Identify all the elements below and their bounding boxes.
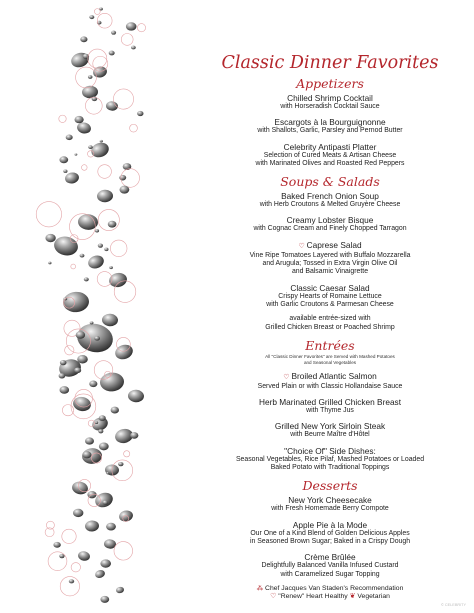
pearl-bubble bbox=[62, 291, 89, 313]
pearl-bubble bbox=[115, 586, 124, 594]
pink-ring-bubble bbox=[59, 115, 66, 122]
small-pearl-bubble bbox=[100, 559, 111, 567]
pearl-bubble bbox=[97, 189, 114, 203]
menu-item-name bbox=[206, 240, 454, 252]
small-pearl-bubble bbox=[83, 451, 92, 458]
menu-item bbox=[206, 117, 454, 135]
small-pearl-bubble bbox=[120, 186, 130, 194]
menu-item-description: available entrée-sized with bbox=[289, 315, 371, 323]
pink-ring-bubble bbox=[97, 13, 112, 28]
small-pearl-bubble bbox=[131, 46, 136, 50]
small-pearl-bubble bbox=[111, 407, 119, 414]
small-pearl-bubble bbox=[95, 229, 99, 232]
menu-item-name bbox=[206, 93, 454, 103]
menu-item-name bbox=[206, 371, 454, 383]
menu-item-name-text: Apple Pie à la Mode bbox=[292, 519, 368, 530]
menu-item-description: Delightfully Balanced Vanilla Infused Custard bbox=[261, 562, 399, 570]
pink-ring-bubble bbox=[60, 577, 79, 596]
section-title: Entrées bbox=[305, 337, 355, 353]
chef-hat-icon: ⁂ bbox=[256, 584, 264, 592]
menu-item-description: with Shallots, Garlic, Parsley and Pernod Butter bbox=[257, 127, 403, 135]
menu-item-name bbox=[206, 117, 454, 127]
small-pearl-bubble bbox=[106, 523, 116, 531]
small-pearl-bubble bbox=[111, 31, 116, 35]
small-pearl-bubble bbox=[89, 381, 97, 388]
menu-item-description: Served Plain or with Classic Hollandaise Sauce bbox=[257, 382, 403, 390]
menu-item-description: with Herb Croutons & Melted Gruyère Cheese bbox=[259, 201, 401, 209]
small-pearl-bubble bbox=[75, 116, 84, 123]
pearl-bubble bbox=[102, 313, 119, 327]
menu-item-name-text: Creamy Lobster Bisque bbox=[286, 215, 374, 226]
menu-item-name bbox=[206, 191, 454, 201]
menu-item-description: Baked Potato with Traditional Toppings bbox=[270, 464, 390, 472]
small-pearl-bubble bbox=[95, 421, 98, 424]
menu-item-name-text: Caprese Salad bbox=[306, 239, 362, 250]
menu-item-name bbox=[206, 397, 454, 407]
pink-ring-bubble bbox=[76, 67, 97, 88]
small-pearl-bubble bbox=[88, 75, 93, 79]
small-pearl-bubble bbox=[109, 51, 115, 56]
menu-item-description: with Beurre Maître d'Hôtel bbox=[290, 431, 370, 439]
menu-item bbox=[206, 315, 454, 332]
section-note-line: and Seasonal Vegetables bbox=[303, 359, 357, 365]
pink-ring-bubble bbox=[65, 346, 74, 355]
menu-item-description: Our One of a Kind Blend of Golden Delicious Apples bbox=[250, 529, 410, 537]
pink-ring-bubble bbox=[36, 202, 61, 227]
small-pearl-bubble bbox=[88, 145, 93, 149]
pink-ring-bubble bbox=[48, 552, 67, 571]
menu-item-name bbox=[206, 495, 454, 505]
pink-ring-bubble bbox=[124, 451, 130, 457]
small-pearl-bubble bbox=[90, 321, 94, 324]
menu-item-name-text: Crème Brûlée bbox=[304, 552, 356, 563]
small-pearl-bubble bbox=[76, 331, 85, 339]
menu-sections bbox=[206, 76, 454, 579]
pearl-bubble bbox=[93, 490, 115, 509]
pearl-bubble bbox=[99, 372, 124, 392]
small-pearl-bubble bbox=[89, 15, 94, 19]
small-pearl-bubble bbox=[137, 111, 143, 116]
menu-item-name-text: Escargots à la Bourguignonne bbox=[274, 117, 386, 128]
small-pearl-bubble bbox=[85, 437, 94, 444]
small-pearl-bubble bbox=[80, 36, 87, 42]
heart-icon: ♡ bbox=[283, 373, 292, 381]
menu-item bbox=[206, 215, 454, 233]
small-pearl-bubble bbox=[106, 472, 109, 474]
section-title: Soups & Salads bbox=[280, 174, 380, 190]
menu-item-description: and Arugula; Tossed in Extra Virgin Olive Oil bbox=[262, 260, 398, 268]
small-pearl-bubble bbox=[77, 355, 88, 363]
section-title: Desserts bbox=[302, 478, 358, 494]
menu-item-description: with Caramelized Sugar Topping bbox=[280, 570, 380, 578]
menu-item-name-text: Classic Caesar Salad bbox=[290, 282, 370, 293]
small-pearl-bubble bbox=[118, 462, 123, 466]
menu-item-description: with Horseradish Cocktail Sauce bbox=[280, 103, 380, 110]
menu-item-name bbox=[206, 215, 454, 225]
legend-chef-text: Chef Jacques Van Staden's Recommendation bbox=[265, 584, 404, 592]
menu-section bbox=[206, 76, 454, 168]
small-pearl-bubble bbox=[99, 443, 109, 451]
menu-item-description: Vine Ripe Tomatoes Layered with Buffalo Mozzarella bbox=[249, 251, 411, 259]
menu-item-name bbox=[206, 520, 454, 530]
small-pearl-bubble bbox=[94, 336, 100, 341]
menu-item bbox=[206, 552, 454, 579]
pearl-bubble bbox=[94, 569, 106, 580]
small-pearl-bubble bbox=[109, 266, 113, 269]
small-pearl-bubble bbox=[59, 156, 68, 163]
menu-item bbox=[206, 142, 454, 169]
pearl-bubble bbox=[108, 271, 129, 288]
small-pearl-bubble bbox=[98, 429, 103, 433]
menu-item bbox=[206, 446, 454, 473]
menu-item-description: in Seasoned Brown Sugar; Baked in a Crispy Dough bbox=[249, 537, 411, 545]
dinner-menu bbox=[206, 52, 454, 602]
small-pearl-bubble bbox=[53, 542, 60, 548]
pink-ring-bubble bbox=[137, 24, 145, 32]
pink-ring-bubble bbox=[114, 542, 133, 561]
menu-item-name bbox=[206, 446, 454, 456]
small-pearl-bubble bbox=[108, 221, 117, 228]
pink-ring-bubble bbox=[62, 529, 76, 543]
menu-item-name bbox=[206, 552, 454, 562]
heart-icon: ♡ bbox=[298, 242, 307, 250]
pearl-bubble bbox=[118, 509, 134, 523]
bubble-decoration bbox=[0, 0, 200, 613]
pink-ring-bubble bbox=[88, 49, 107, 68]
pink-ring-bubble bbox=[114, 281, 136, 303]
small-pearl-bubble bbox=[100, 140, 103, 143]
heart-icon: ♡ bbox=[270, 593, 277, 601]
menu-item-description: Grilled Chicken Breast or Poached Shrimp bbox=[265, 323, 395, 331]
menu-item-name bbox=[206, 283, 454, 293]
menu-item-description: with Garlic Croutons & Parmesan Cheese bbox=[266, 300, 394, 308]
section-note-line: All "Classic Dinner Favorites" are Served with Mashed Potatoes bbox=[265, 353, 395, 359]
menu-item-name-text: Celebrity Antipasti Platter bbox=[283, 141, 377, 152]
pink-ring-bubble bbox=[71, 563, 80, 572]
legend-diet-line bbox=[206, 593, 454, 602]
menu-legend bbox=[206, 585, 454, 602]
menu-section bbox=[206, 338, 454, 472]
small-pearl-bubble bbox=[66, 135, 73, 141]
pearl-bubble bbox=[128, 389, 145, 403]
pink-ring-bubble bbox=[71, 264, 76, 269]
menu-item-name-text: "Choice Of" Side Dishes: bbox=[284, 445, 376, 456]
pink-ring-bubble bbox=[113, 89, 133, 109]
pearl-bubble bbox=[69, 50, 91, 69]
leaf-icon: ❦ bbox=[349, 593, 356, 601]
menu-item-name-text: Chilled Shrimp Cocktail bbox=[287, 93, 373, 103]
menu-section bbox=[206, 174, 454, 332]
small-pearl-bubble bbox=[69, 579, 74, 583]
menu-item bbox=[206, 421, 454, 439]
menu-item-description: Seasonal Vegetables, Rice Pilaf, Mashed Potatoes or Loaded bbox=[235, 455, 425, 463]
small-pearl-bubble bbox=[60, 360, 67, 365]
pink-ring-bubble bbox=[98, 209, 119, 230]
menu-item bbox=[206, 240, 454, 277]
watermark: © CELEBRITY bbox=[441, 603, 466, 607]
menu-item-description: and Balsamic Vinaigrette bbox=[291, 268, 369, 276]
menu-item-name-text: Grilled New York Sirloin Steak bbox=[274, 421, 386, 432]
menu-section bbox=[206, 478, 454, 578]
legend-veg-text: Vegetarian bbox=[357, 593, 390, 601]
pink-ring-bubble bbox=[121, 34, 133, 46]
menu-item-name bbox=[206, 142, 454, 152]
small-pearl-bubble bbox=[45, 234, 55, 242]
menu-item bbox=[206, 397, 454, 415]
pearl-bubble bbox=[71, 480, 89, 496]
small-pearl-bubble bbox=[73, 509, 83, 517]
menu-item-name-text: Herb Marinated Grilled Chicken Breast bbox=[258, 397, 402, 408]
small-pearl-bubble bbox=[84, 277, 89, 281]
small-pearl-bubble bbox=[80, 254, 85, 258]
legend-renew-text: "Renew" Heart Healthy bbox=[278, 593, 348, 601]
pink-ring-bubble bbox=[82, 165, 88, 171]
small-pearl-bubble bbox=[130, 432, 138, 439]
menu-item-name bbox=[206, 421, 454, 431]
pink-ring-bubble bbox=[98, 165, 112, 179]
small-pearl-bubble bbox=[74, 367, 81, 373]
small-pearl-bubble bbox=[59, 373, 66, 378]
pink-ring-bubble bbox=[94, 9, 100, 15]
pearl-bubble bbox=[77, 550, 91, 562]
menu-item-description: with Marinated Olives and Roasted Red Peppers bbox=[255, 159, 405, 167]
pearl-bubble bbox=[92, 65, 108, 79]
menu-item bbox=[206, 191, 454, 209]
small-pearl-bubble bbox=[100, 596, 109, 603]
small-pearl-bubble bbox=[119, 175, 126, 181]
small-pearl-bubble bbox=[48, 262, 51, 265]
menu-item-description: with Thyme Jus bbox=[306, 407, 354, 415]
menu-title: Classic Dinner Favorites bbox=[221, 53, 439, 73]
section-note bbox=[206, 354, 454, 366]
menu-item bbox=[206, 520, 454, 547]
small-pearl-bubble bbox=[60, 386, 70, 394]
pearl-bubble bbox=[85, 520, 100, 532]
menu-item-name-text: New York Cheesecake bbox=[288, 495, 372, 506]
menu-item bbox=[206, 283, 454, 310]
menu-item bbox=[206, 371, 454, 391]
menu-item-description: Selection of Cured Meats & Artisan Cheese bbox=[263, 151, 397, 159]
menu-item-name-text: Baked French Onion Soup bbox=[281, 191, 379, 202]
menu-item-description: with Fresh Homemade Berry Compote bbox=[271, 505, 389, 513]
small-pearl-bubble bbox=[103, 500, 109, 504]
pearl-bubble bbox=[64, 171, 80, 185]
small-pearl-bubble bbox=[104, 248, 108, 251]
pink-ring-bubble bbox=[110, 240, 127, 257]
pearl-bubble bbox=[86, 253, 105, 270]
menu-item bbox=[206, 93, 454, 111]
section-title: Appetizers bbox=[296, 76, 364, 91]
small-pearl-bubble bbox=[98, 244, 103, 248]
small-pearl-bubble bbox=[99, 415, 106, 421]
menu-item-description: with Cognac Cream and Finely Chopped Tarragon bbox=[253, 225, 407, 233]
pink-ring-bubble bbox=[130, 124, 138, 132]
menu-item-name-text: Broiled Atlantic Salmon bbox=[291, 370, 377, 381]
menu-item-description: Crispy Hearts of Romaine Lettuce bbox=[278, 292, 382, 300]
small-pearl-bubble bbox=[63, 170, 67, 173]
small-pearl-bubble bbox=[126, 22, 137, 30]
small-pearl-bubble bbox=[75, 153, 78, 155]
menu-item bbox=[206, 495, 454, 513]
